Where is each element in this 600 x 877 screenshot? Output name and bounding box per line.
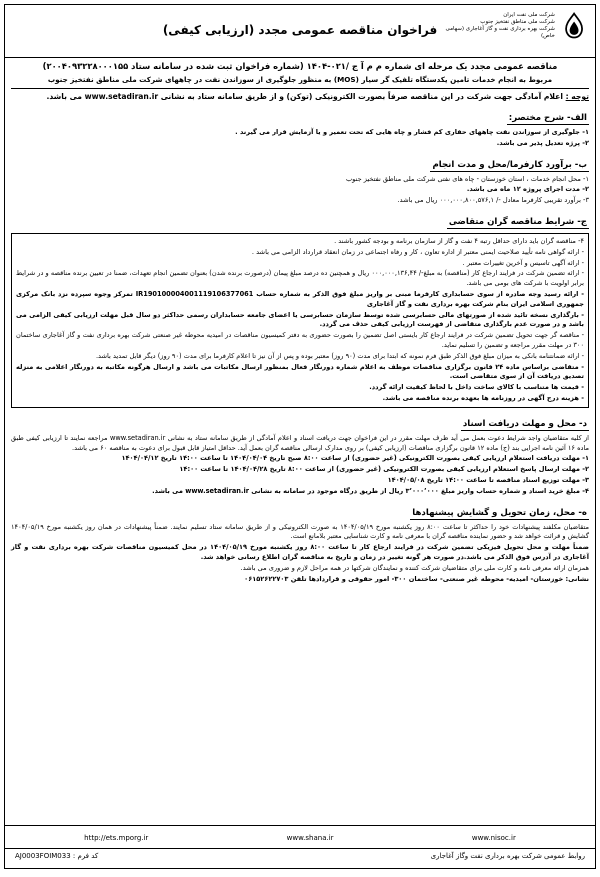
section-e-item: متقاضیان مکلفند پیشنهادات خود را حداکثر تا ساعت ۸:۰۰ روز یکشنبه مورخ ۱۴۰۴/۰۵/۱۹ به صورت الکترونیکی و از طریق سامانه ستاد تسلیم نمایند. ضمناً پیشنهادات در همان روز یکشنبه مورخ ۱۴۰۴/۰۵/۱۹ گشایش و قرائت خواهد شد و حضور نماینده مناقصه گران با معرفی نامه و کارت شناسایی معتبر بلامانع است.	[11, 522, 589, 541]
section-a-item: ۱- جلوگیری از سوزاندن نفت چاههای حفاری کم فشار و چاه هایی که تحت تعمیر و یا آزمایش قرار می گیرند .	[235, 128, 589, 136]
logo-text-line: شرکت بهره برداری نفت و گاز آغاجاری (سهامی خاص)	[445, 26, 555, 39]
section-d-item: ۳- مهلت توزیع اسناد مناقصه تا ساعت ۱۴:۰۰ تاریخ ۱۴۰۴/۰۵/۰۸	[387, 475, 589, 484]
section-c-item: - ارائه گواهی نامه تأیید صلاحیت ایمنی معتبر از اداره تعاون ، کار و رفاه اجتماعی در زمان انعقاد قرارداد الزامی می باشد .	[251, 247, 584, 256]
section-e-item: ضمناً مهلت و محل تحویل فیزیکی تضمین شرکت در فرایند ارجاع کار تا ساعت ۸:۰۰ روز یکشنبه مورخ ۱۴۰۴/۰۵/۱۹ در محل کمیسیون مناقصات شرکت بهره برداری نفت و گاز آغاجاری در آدرس فوق الذکر می باشد.در صورت هر گونه تغییر در زمان و تاریخ به مناقصه گران اطلاع رسانی خواهد شد.	[11, 543, 589, 561]
form-code-label: کد فرم :	[72, 852, 99, 860]
section-d-title: د- محل و مهلت دریافت اسناد	[462, 418, 587, 429]
section-c-item: - متقاضی براساس ماده ۲۴ قانون برگزاری مناقصات موظف به اعلام شماره دورنگار فعال بمنظور ارسال مکاتبات می باشد و ارسال هرگونه مکاتبه به دورنگار اعلامی به منزله تصدیق دریافت آن از سوی متقاضی است.	[16, 362, 584, 381]
section-c-item: - بارگذاری نسخه تائید شده از صورتهای مالی حسابرسی شده توسط سازمان حسابرسی یا اعضای جامعه حسابداران رسمی حداکثر دو سال قبل مهلت ارزیابی کیفی الزامی می باشد و در صورت عدم بارگذاری متقاضی از فهرست ارزیابی کیفی حذف می گردد.	[16, 310, 584, 329]
note	[11, 91, 589, 102]
logo-text-line: شرکت ملی مناطق نفتخیز جنوب	[480, 19, 555, 25]
footer-link-shana[interactable]: www.shana.ir	[286, 834, 334, 842]
announcement-page	[4, 4, 596, 869]
section-e	[11, 500, 589, 585]
main-title: فراخوان مناقصه عمومی مجدد (ارزیابی کیفی)	[162, 23, 438, 37]
section-b-item: ۳- برآورد تقریبی کارفرما معادل -/ ۰۰۰,۰۰۰,۸۰۰,۵۷۶,۱ ریال می باشد.	[397, 196, 589, 205]
section-d-item: ۴- مبلغ خرید اسناد و شماره حساب واریز مبلغ ۳٬۰۰۰٬۰۰۰ ریال از طریق درگاه موجود در سامانه به نشانی www.setadiran.ir می باشد.	[152, 486, 589, 495]
section-a-title: الف- شرح مختصر:	[508, 113, 587, 123]
section-c-item: - ارائه رسید وجه صادره از سوی حسابداری کارفرما مبنی بر واریز مبلغ فوق الذکر به شماره حساب IR190100004001119106377061 تمرکز وجوه سپرده نزد بانک مرکزی جمهوری اسلامی ایران بنام شرکت بهره برداری نفت و گاز آغاجاری	[16, 289, 584, 308]
section-e-item: نشانی: خوزستان- امیدیه- محوطه غیر صنعتی- ساختمان ۳۰۰- امور حقوقی و قراردادها تلفن ۰۶۱۵۲۶۲۲۷۰۳	[244, 574, 589, 583]
company-logo	[444, 9, 589, 43]
header	[5, 9, 595, 58]
section-c-item: - قیمت ها متناسب با کالای ساخت داخل با لحاظ کیفیت ارائه گردد.	[369, 383, 584, 392]
section-b	[11, 152, 589, 206]
form-code-value: AJ0003FOIM033	[15, 852, 71, 860]
footer	[5, 825, 595, 868]
section-b-title: ب- برآورد کارفرما/محل و مدت انجام	[432, 159, 587, 170]
note-label: توجه :	[565, 92, 589, 101]
section-d	[11, 411, 589, 497]
nioc-logo-icon	[559, 9, 589, 43]
section-a-item: ۲- پرژه تعدیل پذیر می باشد.	[496, 138, 589, 147]
footer-link-ets[interactable]: http://ets.mporg.ir	[84, 834, 149, 842]
section-c-item: - ارائه تضمین شرکت در فرایند ارجاع کار (مناقصه) به مبلغ-/ ۰۰۰,۰۰۰,۱۳۶,۴۴ ریال و همچنین ده درصد مبلغ پیمان (درصورت برنده شدن) بعنوان تضمین انجام تعهدات، ضمنا در تعیین برنده مناقصه و در شرایط برابر اولویت با شرکت های بومی می باشد.	[16, 269, 585, 288]
announcement-title: مناقصه عمومی مجدد یک مرحله ای شماره م م آ ج /۰۲۱-۱۴۰۴ (شماره فراخوان ثبت شده در سامانه ستاد ۲۰۰۴۰۹۳۲۲۸۰۰۰۱۵۵)	[42, 61, 558, 71]
section-b-item: ۱- محل انجام خدمات ، استان خوزستان - چاه های نفتی شرکت ملی مناطق نفتخیز جنوب	[345, 174, 589, 183]
section-d-item: ۱- مهلت دریافت استعلام ارزیابی کیفی بصورت الکترونیکی (غیر حضوری) از ساعت ۸:۰۰ صبح تاریخ ۱۴۰۴/۰۴/۰۴ تا ساعت ۱۴:۰۰ تاریخ ۱۴۰۴/۰۴/۱۲	[121, 454, 589, 463]
section-a	[11, 105, 589, 149]
note-text: اعلام آمادگی جهت شرکت در این مناقصه صرفاً بصورت الکترونیکی (توکن) و از طریق سامانه ستاد به نشانی www.setadiran.ir می باشد.	[46, 92, 563, 101]
footer-org: روابط عمومی شرکت بهره برداری نفت وگاز آغاجاری	[430, 852, 585, 860]
section-d-item: ۲- مهلت ارسال پاسخ استعلام ارزیابی کیفی بصورت الکترونیکی (غیر حضوری) از ساعت ۸:۰۰ تاریخ ۱۴۰۴/۰۴/۲۸ تا ساعت ۱۴:۰۰	[179, 465, 589, 474]
section-e-item: همزمان ارائه معرفی نامه و کارت ملی برای متقاضیان شرکت کننده و نمایندگان شرکتها در همه مراحل لازم و ضروری می باشد.	[240, 563, 589, 572]
conditions-box	[11, 233, 589, 408]
section-c-item: - هزینه درج آگهی در روزنامه ها بعهده برنده مناقصه می باشد.	[382, 393, 584, 402]
footer-links	[15, 834, 585, 842]
form-code	[15, 852, 98, 860]
footer-link-nisoc[interactable]: www.nisoc.ir	[471, 834, 516, 842]
section-c-item: - ارائه آگهی تاسیس و آخرین تغییرات معتبر .	[462, 258, 584, 267]
section-e-title: ه- محل، زمان تحویل و گشایش پیشنهادها	[412, 507, 587, 518]
logo-text-line: شرکت ملی نفت ایران	[503, 12, 555, 18]
announcement-subtitle: مربوط به انجام خدمات تامین یکدستگاه تلفیک گر سیار (MOS) به منظور جلوگیری از سوزاندن نفت در چاههای شرکت ملی مناطق نفتخیز جنوب	[11, 75, 589, 89]
section-c-title: ج- شرایط مناقصه گران متقاضی	[448, 216, 587, 227]
footer-bottom	[15, 852, 585, 860]
section-b-item: ۲- مدت اجرای پروژه ۱۲ ماه می باشد.	[466, 185, 589, 194]
section-d-intro: از کلیه متقاضیان واجد شرایط دعوت بعمل می آید ظرف مهلت مقرر در این فراخوان جهت دریافت اسناد و اعلام آمادگی از طریق سامانه ستاد به نشانی www.setadiran.ir مراجعه نمایند تا ارزیابی کیفی طبق ماده ۱۶ آئین نامه اجرایی بند (ج) ماده ۱۲ قانون برگزاری مناقصات (ارزیابی کیفی) بر روی مدارک ارسالی مناقصه گران بعمل آید. حداقل امتیاز قابل قبول برای دعوت به مناقصه ۶۰ می باشد.	[11, 433, 590, 452]
section-c-item: - مناقصه گر جهت تحویل تضمین شرکت در فرایند ارجاع کار بایستی اصل تضمین را بصورت حضوری به دفتر کمیسیون مناقصات در امیدیه محوطه غیر صنعتی شرکت بهره برداری نفت و گاز آغاجاری ساختمان ۳۰۰ در مهلت مقرر مراجعه و تضمین را تسلیم نماید.	[16, 331, 584, 349]
section-c-item: - ارائه ضمانتنامه بانکی به میزان مبلغ فوق الذکر طبق فرم نمونه که ابتدا برای مدت (۹۰ روز) معتبر بوده و پس از آن نیز تا اعلام کارفرما برای مدت (۹۰ روز) دیگر قابل تمدید باشد.	[95, 351, 584, 360]
section-c-item: ۴- مناقصه گران باید دارای حداقل رتبه ۴ نفت و گاز از سازمان برنامه و بودجه کشور باشند .	[334, 236, 584, 245]
section-c	[11, 209, 589, 408]
